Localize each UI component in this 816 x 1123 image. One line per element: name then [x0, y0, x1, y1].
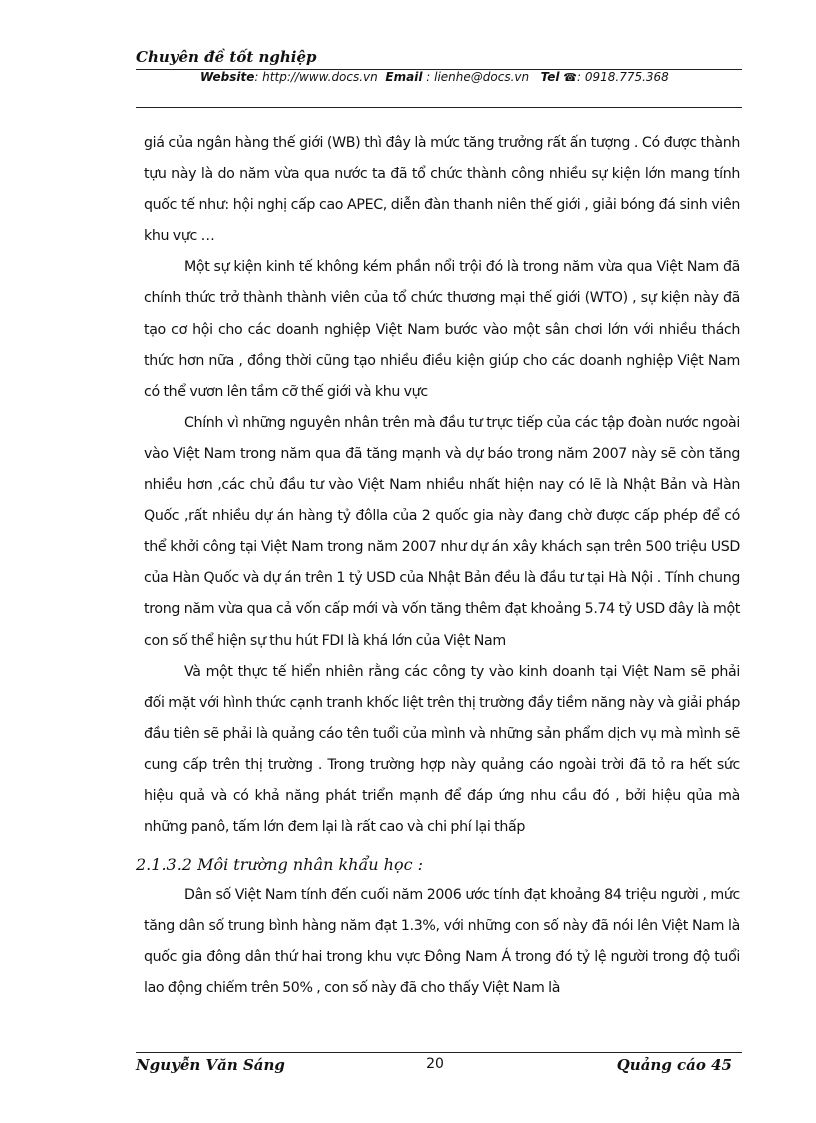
body-paragraph: Chính vì những nguyên nhân trên mà đầu tư trực tiếp của các tập đoàn nước ngoài vào Việt Nam trong năm qua đã tăng mạnh và dự báo trong năm 2007 này sẽ còn tăng nhiều hơn ,các chủ đầu tư vào Việt Nam nhiều nhất hiện nay có lẽ là Nhật Bản và Hàn Quốc ,rất nhiều dự án hàng tỷ đôlla của 2 quốc gia này đang chờ được cấp phép để có thể khởi công tại Việt Nam trong năm 2007 như dự án xây khách sạn trên 500 triệu USD của Hàn Quốc và dự án trên 1 tỷ USD của Nhật Bản đều là đầu tư tại Hà Nội . Tính chung trong năm vừa qua cả vốn cấp mới và vốn tăng thêm đạt khoảng 5.74 tỷ USD đây là một con số thể hiện sự thu hút FDI là khá lớn của Việt Nam	[144, 414, 740, 649]
document-header-title: Chuyên đề tốt nghiệp	[136, 48, 317, 66]
footer-author: Nguyễn Văn Sáng	[136, 1056, 285, 1074]
body-text-block	[144, 128, 740, 843]
section-paragraph: Dân số Việt Nam tính đến cuối năm 2006 ước tính đạt khoảng 84 triệu người , mức tăng dân số trung bình hàng năm đạt 1.3%, với những con số này đã nói lên Việt Nam là quốc gia đông dân thứ hai trong khu vực Đông Nam Á trong đó tỷ lệ người trong độ tuổi lao động chiếm trên 50% , con số này đã cho thấy Việt Nam là	[144, 887, 740, 997]
body-paragraph: Một sự kiện kinh tế không kém phần nổi trội đó là trong năm vừa qua Việt Nam đã chính thức trở thành thành viên của tổ chức thương mại thế giới (WTO) , sự kiện này đã tạo cơ hội cho các doanh nghiệp Việt Nam bước vào một sân chơi lớn với nhiều thách thức hơn nữa , đồng thời cũng tạo nhiều điều kiện giúp cho các doanh nghiệp Việt Nam có thể vươn lên tầm cỡ thế giới và khu vực	[144, 259, 740, 400]
body-paragraph: giá của ngân hàng thế giới (WB) thì đây là mức tăng trưởng rất ấn tượng . Có được thành tựu này là do năm vừa qua nước ta đã tổ chức thành công nhiều sự kiện lớn mang tính quốc tế như: hội nghị cấp cao APEC, diễn đàn thanh niên thế giới , giải bóng đá sinh viên khu vực …	[144, 135, 740, 245]
header-contact-line	[200, 70, 720, 84]
header-rule-bottom	[136, 107, 742, 108]
footer-rule	[136, 1052, 742, 1053]
tel-label: Tel	[540, 70, 560, 84]
phone-icon: ☎	[563, 71, 577, 84]
page-number: 20	[426, 1056, 444, 1072]
website-label: Website	[200, 70, 255, 84]
email-label: Email	[385, 70, 423, 84]
email-value: : lienhe@docs.vn	[422, 70, 530, 84]
section-heading: 2.1.3.2 Môi trường nhân khẩu học :	[136, 855, 424, 874]
tel-value: : 0918.775.368	[576, 70, 669, 84]
website-value: : http://www.docs.vn	[254, 70, 378, 84]
body-paragraph: Và một thực tế hiển nhiên rằng các công ty vào kinh doanh tại Việt Nam sẽ phải đối mặt với hình thức cạnh tranh khốc liệt trên thị trường đầy tiềm năng này và giải pháp đầu tiên sẽ phải là quảng cáo tên tuổi của mình và những sản phẩm dịch vụ mà mình sẽ cung cấp trên thị trường . Trong trường hợp này quảng cáo ngoài trời đã tỏ ra hết sức hiệu quả và có khả năng phát triển mạnh để đáp ứng nhu cầu đó , bởi hiệu qủa mà những panô, tấm lớn đem lại là rất cao và chi phí lại thấp	[144, 663, 740, 836]
section-text-block	[144, 880, 740, 1004]
footer-course: Quảng cáo 45	[616, 1056, 732, 1074]
